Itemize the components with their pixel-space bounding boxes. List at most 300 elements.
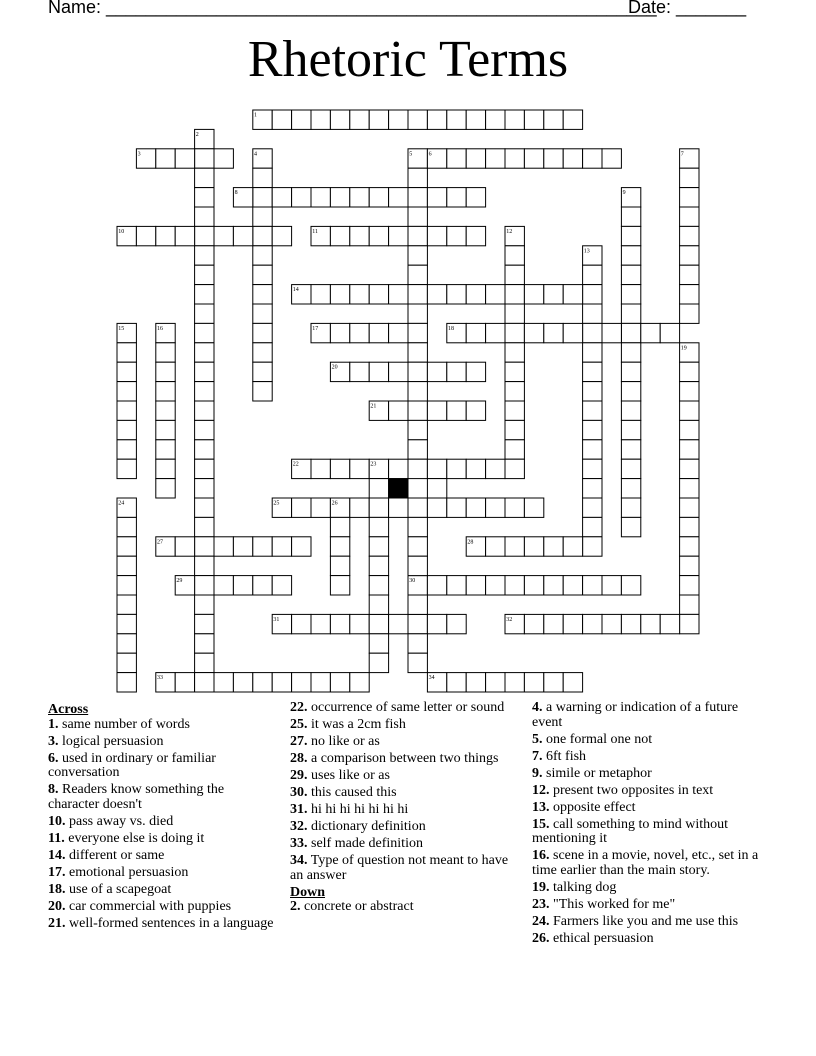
grid-cell[interactable] xyxy=(427,362,446,381)
grid-cell[interactable] xyxy=(253,304,272,323)
grid-cell[interactable] xyxy=(253,246,272,265)
grid-cell[interactable] xyxy=(583,401,602,420)
grid-cell[interactable] xyxy=(524,285,543,304)
grid-cell[interactable] xyxy=(117,401,136,420)
grid-cell[interactable] xyxy=(195,168,214,187)
grid-cell[interactable] xyxy=(117,517,136,536)
grid-cell[interactable] xyxy=(602,323,621,342)
grid-cell[interactable] xyxy=(563,285,582,304)
grid-cell[interactable] xyxy=(583,382,602,401)
grid-cell[interactable] xyxy=(408,265,427,284)
grid-cell[interactable] xyxy=(369,653,388,672)
grid-cell[interactable] xyxy=(350,323,369,342)
grid-cell[interactable] xyxy=(524,614,543,633)
grid-cell[interactable] xyxy=(680,556,699,575)
grid-cell[interactable] xyxy=(621,420,640,439)
grid-cell[interactable] xyxy=(253,323,272,342)
grid-cell[interactable] xyxy=(505,401,524,420)
grid-cell[interactable] xyxy=(680,517,699,536)
grid-cell[interactable] xyxy=(563,673,582,692)
grid-cell[interactable] xyxy=(253,673,272,692)
grid-cell[interactable] xyxy=(311,498,330,517)
grid-cell[interactable] xyxy=(583,440,602,459)
grid-cell[interactable] xyxy=(350,673,369,692)
grid-cell[interactable] xyxy=(486,285,505,304)
grid-cell[interactable] xyxy=(466,285,485,304)
grid-cell[interactable] xyxy=(195,285,214,304)
grid-cell[interactable] xyxy=(253,226,272,245)
grid-cell[interactable] xyxy=(486,459,505,478)
grid-cell[interactable] xyxy=(621,382,640,401)
grid-cell[interactable] xyxy=(408,323,427,342)
grid-cell[interactable] xyxy=(505,149,524,168)
grid-cell[interactable] xyxy=(369,634,388,653)
grid-cell[interactable] xyxy=(350,459,369,478)
grid-cell[interactable] xyxy=(369,614,388,633)
grid-cell[interactable] xyxy=(253,168,272,187)
grid-cell[interactable] xyxy=(272,188,291,207)
grid-cell[interactable] xyxy=(389,498,408,517)
grid-cell[interactable] xyxy=(680,362,699,381)
grid-cell[interactable] xyxy=(641,323,660,342)
grid-cell[interactable] xyxy=(369,517,388,536)
grid-cell[interactable] xyxy=(466,149,485,168)
grid-cell[interactable] xyxy=(621,517,640,536)
grid-cell[interactable] xyxy=(117,420,136,439)
grid-cell[interactable] xyxy=(408,537,427,556)
grid-cell[interactable] xyxy=(427,479,446,498)
grid-cell[interactable] xyxy=(117,382,136,401)
grid-cell[interactable] xyxy=(621,265,640,284)
grid-cell[interactable] xyxy=(408,110,427,129)
grid-cell[interactable] xyxy=(156,382,175,401)
grid-cell[interactable] xyxy=(427,401,446,420)
grid-cell[interactable] xyxy=(583,576,602,595)
grid-cell[interactable] xyxy=(330,285,349,304)
grid-cell[interactable] xyxy=(350,110,369,129)
grid-cell[interactable] xyxy=(505,323,524,342)
grid-cell[interactable] xyxy=(563,537,582,556)
grid-cell[interactable] xyxy=(544,285,563,304)
grid-cell[interactable] xyxy=(175,673,194,692)
grid-cell[interactable] xyxy=(389,614,408,633)
grid-cell[interactable] xyxy=(330,556,349,575)
grid-cell[interactable] xyxy=(195,537,214,556)
grid-cell[interactable] xyxy=(680,440,699,459)
grid-cell[interactable] xyxy=(583,149,602,168)
grid-cell[interactable] xyxy=(156,343,175,362)
grid-cell[interactable] xyxy=(447,149,466,168)
grid-cell[interactable] xyxy=(524,576,543,595)
grid-cell[interactable] xyxy=(524,673,543,692)
grid-cell[interactable] xyxy=(408,382,427,401)
grid-cell[interactable] xyxy=(486,149,505,168)
grid-cell[interactable] xyxy=(621,401,640,420)
grid-cell[interactable] xyxy=(505,110,524,129)
grid-cell[interactable] xyxy=(195,149,214,168)
grid-cell[interactable] xyxy=(447,498,466,517)
grid-cell[interactable] xyxy=(621,207,640,226)
grid-cell[interactable] xyxy=(524,537,543,556)
grid-cell[interactable] xyxy=(680,459,699,478)
grid-cell[interactable] xyxy=(350,362,369,381)
grid-cell[interactable] xyxy=(408,634,427,653)
grid-cell[interactable] xyxy=(214,226,233,245)
grid-cell[interactable] xyxy=(389,188,408,207)
grid-cell[interactable] xyxy=(427,498,446,517)
grid-cell[interactable] xyxy=(447,226,466,245)
grid-cell[interactable] xyxy=(195,362,214,381)
grid-cell[interactable] xyxy=(408,401,427,420)
grid-cell[interactable] xyxy=(233,576,252,595)
grid-cell[interactable] xyxy=(369,537,388,556)
grid-cell[interactable] xyxy=(117,343,136,362)
grid-cell[interactable] xyxy=(350,188,369,207)
grid-cell[interactable] xyxy=(408,420,427,439)
grid-cell[interactable] xyxy=(369,188,388,207)
grid-cell[interactable] xyxy=(214,576,233,595)
grid-cell[interactable] xyxy=(330,673,349,692)
grid-cell[interactable] xyxy=(311,673,330,692)
grid-cell[interactable] xyxy=(292,673,311,692)
grid-cell[interactable] xyxy=(195,188,214,207)
grid-cell[interactable] xyxy=(292,614,311,633)
grid-cell[interactable] xyxy=(389,110,408,129)
grid-cell[interactable] xyxy=(195,459,214,478)
grid-cell[interactable] xyxy=(195,479,214,498)
grid-cell[interactable] xyxy=(505,246,524,265)
grid-cell[interactable] xyxy=(447,401,466,420)
grid-cell[interactable] xyxy=(427,110,446,129)
grid-cell[interactable] xyxy=(621,498,640,517)
grid-cell[interactable] xyxy=(311,110,330,129)
grid-cell[interactable] xyxy=(292,498,311,517)
grid-cell[interactable] xyxy=(389,362,408,381)
grid-cell[interactable] xyxy=(369,498,388,517)
grid-cell[interactable] xyxy=(117,556,136,575)
grid-cell[interactable] xyxy=(389,459,408,478)
grid-cell[interactable] xyxy=(583,362,602,381)
grid-cell[interactable] xyxy=(621,576,640,595)
grid-cell[interactable] xyxy=(253,382,272,401)
grid-cell[interactable] xyxy=(214,149,233,168)
grid-cell[interactable] xyxy=(233,537,252,556)
grid-cell[interactable] xyxy=(641,614,660,633)
grid-cell[interactable] xyxy=(156,401,175,420)
grid-cell[interactable] xyxy=(544,614,563,633)
grid-cell[interactable] xyxy=(156,479,175,498)
grid-cell[interactable] xyxy=(447,285,466,304)
grid-cell[interactable] xyxy=(583,459,602,478)
grid-cell[interactable] xyxy=(117,362,136,381)
grid-cell[interactable] xyxy=(408,207,427,226)
grid-cell[interactable] xyxy=(680,382,699,401)
grid-cell[interactable] xyxy=(505,304,524,323)
grid-cell[interactable] xyxy=(253,343,272,362)
grid-cell[interactable] xyxy=(505,537,524,556)
grid-cell[interactable] xyxy=(369,285,388,304)
grid-cell[interactable] xyxy=(680,420,699,439)
grid-cell[interactable] xyxy=(621,304,640,323)
grid-cell[interactable] xyxy=(583,498,602,517)
grid-cell[interactable] xyxy=(621,285,640,304)
grid-cell[interactable] xyxy=(156,459,175,478)
grid-cell[interactable] xyxy=(195,498,214,517)
grid-cell[interactable] xyxy=(427,188,446,207)
grid-cell[interactable] xyxy=(447,576,466,595)
grid-cell[interactable] xyxy=(621,362,640,381)
grid-cell[interactable] xyxy=(680,401,699,420)
grid-cell[interactable] xyxy=(195,634,214,653)
grid-cell[interactable] xyxy=(505,285,524,304)
grid-cell[interactable] xyxy=(447,110,466,129)
grid-cell[interactable] xyxy=(563,614,582,633)
grid-cell[interactable] xyxy=(408,614,427,633)
grid-cell[interactable] xyxy=(195,576,214,595)
grid-cell[interactable] xyxy=(544,673,563,692)
grid-cell[interactable] xyxy=(350,226,369,245)
grid-cell[interactable] xyxy=(583,614,602,633)
grid-cell[interactable] xyxy=(156,362,175,381)
grid-cell[interactable] xyxy=(253,188,272,207)
grid-cell[interactable] xyxy=(680,207,699,226)
grid-cell[interactable] xyxy=(505,265,524,284)
grid-cell[interactable] xyxy=(369,479,388,498)
grid-cell[interactable] xyxy=(350,285,369,304)
grid-cell[interactable] xyxy=(680,498,699,517)
grid-cell[interactable] xyxy=(486,110,505,129)
grid-cell[interactable] xyxy=(156,420,175,439)
grid-cell[interactable] xyxy=(447,673,466,692)
grid-cell[interactable] xyxy=(330,576,349,595)
grid-cell[interactable] xyxy=(466,498,485,517)
grid-cell[interactable] xyxy=(330,537,349,556)
grid-cell[interactable] xyxy=(447,362,466,381)
grid-cell[interactable] xyxy=(253,576,272,595)
grid-cell[interactable] xyxy=(486,498,505,517)
grid-cell[interactable] xyxy=(253,207,272,226)
grid-cell[interactable] xyxy=(621,459,640,478)
grid-cell[interactable] xyxy=(544,149,563,168)
grid-cell[interactable] xyxy=(408,653,427,672)
grid-cell[interactable] xyxy=(408,556,427,575)
grid-cell[interactable] xyxy=(195,226,214,245)
grid-cell[interactable] xyxy=(427,226,446,245)
grid-cell[interactable] xyxy=(330,226,349,245)
grid-cell[interactable] xyxy=(680,576,699,595)
grid-cell[interactable] xyxy=(233,226,252,245)
grid-cell[interactable] xyxy=(408,168,427,187)
grid-cell[interactable] xyxy=(583,517,602,536)
grid-cell[interactable] xyxy=(621,323,640,342)
grid-cell[interactable] xyxy=(408,595,427,614)
grid-cell[interactable] xyxy=(253,362,272,381)
grid-cell[interactable] xyxy=(195,304,214,323)
grid-cell[interactable] xyxy=(505,673,524,692)
grid-cell[interactable] xyxy=(156,226,175,245)
grid-cell[interactable] xyxy=(505,498,524,517)
grid-cell[interactable] xyxy=(195,653,214,672)
grid-cell[interactable] xyxy=(195,323,214,342)
grid-cell[interactable] xyxy=(117,440,136,459)
grid-cell[interactable] xyxy=(544,323,563,342)
grid-cell[interactable] xyxy=(680,285,699,304)
grid-cell[interactable] xyxy=(156,149,175,168)
grid-cell[interactable] xyxy=(544,110,563,129)
grid-cell[interactable] xyxy=(330,323,349,342)
grid-cell[interactable] xyxy=(486,576,505,595)
grid-cell[interactable] xyxy=(447,459,466,478)
grid-cell[interactable] xyxy=(195,401,214,420)
grid-cell[interactable] xyxy=(680,479,699,498)
grid-cell[interactable] xyxy=(156,440,175,459)
grid-cell[interactable] xyxy=(602,614,621,633)
grid-cell[interactable] xyxy=(117,614,136,633)
grid-cell[interactable] xyxy=(292,110,311,129)
grid-cell[interactable] xyxy=(466,673,485,692)
grid-cell[interactable] xyxy=(195,207,214,226)
grid-cell[interactable] xyxy=(583,285,602,304)
grid-cell[interactable] xyxy=(621,343,640,362)
grid-cell[interactable] xyxy=(505,343,524,362)
grid-cell[interactable] xyxy=(292,537,311,556)
grid-cell[interactable] xyxy=(680,265,699,284)
grid-cell[interactable] xyxy=(466,188,485,207)
grid-cell[interactable] xyxy=(311,188,330,207)
grid-cell[interactable] xyxy=(272,576,291,595)
grid-cell[interactable] xyxy=(427,576,446,595)
grid-cell[interactable] xyxy=(447,188,466,207)
grid-cell[interactable] xyxy=(369,226,388,245)
grid-cell[interactable] xyxy=(505,440,524,459)
grid-cell[interactable] xyxy=(408,498,427,517)
grid-cell[interactable] xyxy=(272,226,291,245)
grid-cell[interactable] xyxy=(195,382,214,401)
grid-cell[interactable] xyxy=(195,556,214,575)
grid-cell[interactable] xyxy=(253,537,272,556)
grid-cell[interactable] xyxy=(408,440,427,459)
grid-cell[interactable] xyxy=(486,323,505,342)
grid-cell[interactable] xyxy=(272,537,291,556)
grid-cell[interactable] xyxy=(427,459,446,478)
grid-cell[interactable] xyxy=(369,556,388,575)
grid-cell[interactable] xyxy=(389,401,408,420)
grid-cell[interactable] xyxy=(486,537,505,556)
grid-cell[interactable] xyxy=(195,517,214,536)
grid-cell[interactable] xyxy=(427,614,446,633)
grid-cell[interactable] xyxy=(311,614,330,633)
grid-cell[interactable] xyxy=(621,246,640,265)
grid-cell[interactable] xyxy=(563,323,582,342)
grid-cell[interactable] xyxy=(563,149,582,168)
grid-cell[interactable] xyxy=(621,479,640,498)
grid-cell[interactable] xyxy=(466,323,485,342)
grid-cell[interactable] xyxy=(175,537,194,556)
grid-cell[interactable] xyxy=(680,188,699,207)
grid-cell[interactable] xyxy=(621,614,640,633)
grid-cell[interactable] xyxy=(330,459,349,478)
grid-cell[interactable] xyxy=(486,673,505,692)
grid-cell[interactable] xyxy=(408,343,427,362)
grid-cell[interactable] xyxy=(583,265,602,284)
grid-cell[interactable] xyxy=(583,537,602,556)
grid-cell[interactable] xyxy=(408,517,427,536)
grid-cell[interactable] xyxy=(680,246,699,265)
grid-cell[interactable] xyxy=(408,226,427,245)
grid-cell[interactable] xyxy=(195,265,214,284)
grid-cell[interactable] xyxy=(369,110,388,129)
grid-cell[interactable] xyxy=(447,614,466,633)
grid-cell[interactable] xyxy=(505,362,524,381)
grid-cell[interactable] xyxy=(660,323,679,342)
grid-cell[interactable] xyxy=(117,576,136,595)
grid-cell[interactable] xyxy=(117,634,136,653)
grid-cell[interactable] xyxy=(660,614,679,633)
grid-cell[interactable] xyxy=(408,362,427,381)
grid-cell[interactable] xyxy=(195,673,214,692)
grid-cell[interactable] xyxy=(602,576,621,595)
grid-cell[interactable] xyxy=(466,110,485,129)
grid-cell[interactable] xyxy=(583,420,602,439)
grid-cell[interactable] xyxy=(253,285,272,304)
grid-cell[interactable] xyxy=(330,517,349,536)
grid-cell[interactable] xyxy=(408,304,427,323)
grid-cell[interactable] xyxy=(524,110,543,129)
grid-cell[interactable] xyxy=(253,265,272,284)
grid-cell[interactable] xyxy=(427,285,446,304)
grid-cell[interactable] xyxy=(583,323,602,342)
grid-cell[interactable] xyxy=(195,246,214,265)
grid-cell[interactable] xyxy=(117,673,136,692)
grid-cell[interactable] xyxy=(195,420,214,439)
grid-cell[interactable] xyxy=(466,362,485,381)
grid-cell[interactable] xyxy=(583,343,602,362)
grid-cell[interactable] xyxy=(466,459,485,478)
grid-cell[interactable] xyxy=(175,149,194,168)
grid-cell[interactable] xyxy=(369,576,388,595)
grid-cell[interactable] xyxy=(621,440,640,459)
grid-cell[interactable] xyxy=(136,226,155,245)
grid-cell[interactable] xyxy=(505,382,524,401)
grid-cell[interactable] xyxy=(292,188,311,207)
grid-cell[interactable] xyxy=(117,459,136,478)
grid-cell[interactable] xyxy=(389,323,408,342)
grid-cell[interactable] xyxy=(408,246,427,265)
grid-cell[interactable] xyxy=(195,343,214,362)
grid-cell[interactable] xyxy=(680,304,699,323)
grid-cell[interactable] xyxy=(680,595,699,614)
grid-cell[interactable] xyxy=(272,673,291,692)
grid-cell[interactable] xyxy=(369,362,388,381)
grid-cell[interactable] xyxy=(350,498,369,517)
grid-cell[interactable] xyxy=(680,226,699,245)
grid-cell[interactable] xyxy=(195,595,214,614)
grid-cell[interactable] xyxy=(195,440,214,459)
grid-cell[interactable] xyxy=(369,595,388,614)
grid-cell[interactable] xyxy=(330,614,349,633)
grid-cell[interactable] xyxy=(563,576,582,595)
grid-cell[interactable] xyxy=(214,673,233,692)
grid-cell[interactable] xyxy=(680,537,699,556)
grid-cell[interactable] xyxy=(330,188,349,207)
grid-cell[interactable] xyxy=(563,110,582,129)
grid-cell[interactable] xyxy=(621,226,640,245)
grid-cell[interactable] xyxy=(389,285,408,304)
grid-cell[interactable] xyxy=(466,401,485,420)
grid-cell[interactable] xyxy=(524,149,543,168)
grid-cell[interactable] xyxy=(350,614,369,633)
grid-cell[interactable] xyxy=(583,304,602,323)
